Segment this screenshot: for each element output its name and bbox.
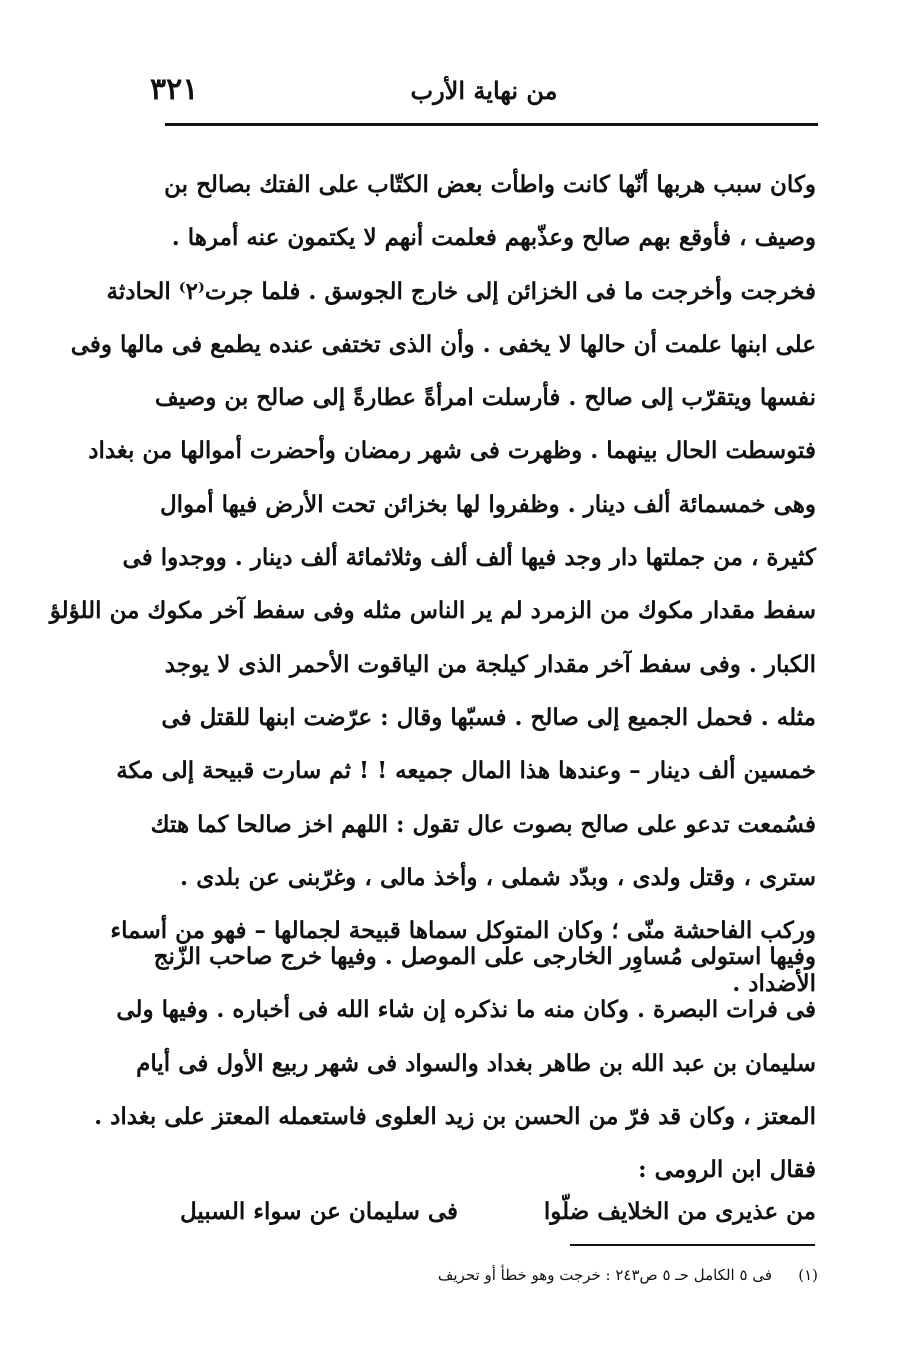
text-line: وكان سبب هربها أنّها كانت واطأت بعض الكتّاب على الفتك بصالح بن xyxy=(164,171,816,198)
text-line: سليمان بن عبد الله بن طاهر بغداد والسواد فى شهر ربيع الأول فى أيام xyxy=(136,1049,816,1077)
text-line: كثيرة ، من جملتها دار وجد فيها ألف ألف وثلاثمائة ألف دينار . ووجدوا فى xyxy=(122,544,816,572)
text-line: على ابنها علمت أن حالها لا يخفى . وأن الذى تختفى عنده يطمع فى مالها وفى xyxy=(70,330,816,358)
poem-verse xyxy=(180,1185,816,1238)
text-line: الكبار . وفى سفط آخر مقدار كيلجة من الياقوت الأحمر الذى لا يوجد xyxy=(164,650,816,678)
text-line: مثله . فحمل الجميع إلى صالح . فسبّها وقال : عرّضت ابنها للقتل فى xyxy=(161,703,816,731)
text-line: فخرجت وأخرجت ما فى الخزائن إلى خارج الجوسق . فلما جرت⁽٢⁾ الحادثة xyxy=(106,277,816,305)
text-line: فتوسطت الحال بينهما . وظهرت فى شهر رمضان وأحضرت أموالها من بغداد xyxy=(88,437,816,465)
running-title: من نهاية الأرب xyxy=(410,76,558,105)
header-rule xyxy=(165,123,818,126)
text-line: وركب الفاحشة منّى ؛ وكان المتوكل سماها قبيحة لجمالها – فهو من أسماء xyxy=(110,917,816,945)
text-line: وهى خمسمائة ألف دينار . وظفروا لها بخزائن تحت الأرض فيها أموال xyxy=(159,490,816,518)
footnote-marker: (١) xyxy=(798,1266,818,1284)
text-line: سترى ، وقتل ولدى ، وبدّد شملى ، وأخذ مالى ، وغرّبنى عن بلدى . xyxy=(180,863,816,891)
text-line: خمسين ألف دينار – وعندها هذا المال جميعه ! ! ثم سارت قبيحة إلى مكة xyxy=(116,757,816,785)
verse-second-hemistich: فى سليمان عن سواء السبيل xyxy=(180,1198,459,1225)
text-line: فى فرات البصرة . وكان منه ما نذكره إن شاء الله فى أخباره . وفيها ولى xyxy=(116,996,816,1024)
text-line: وصيف ، فأوقع بهم صالح وعذّبهم فعلمت أنهم لا يكتمون عنه أمرها . xyxy=(171,224,816,252)
footnote-rule xyxy=(570,1244,815,1246)
text-line: الأضداد . xyxy=(732,970,816,998)
text-line: سفط مقدار مكوك من الزمرد لم ير الناس مثله وفى سفط آخر مكوك من اللؤلؤ xyxy=(49,597,816,625)
text-line: وفيها استولى مُساوِر الخارجى على الموصل . وفيها خرج صاحب الزّنج xyxy=(153,943,816,970)
text-line: نفسها ويتقرّب إلى صالح . فأرسلت امرأةً عطارةً إلى صالح بن وصيف xyxy=(154,384,816,412)
text-line: المعتز ، وكان قد فرّ من الحسن بن زيد العلوى فاستعمله المعتز على بغداد . xyxy=(94,1102,816,1130)
verse-first-hemistich: من عذيرى من الخلايف ضلّوا xyxy=(543,1198,816,1225)
page-number: ٣٢١ xyxy=(150,72,199,107)
footnote-text: فى ٥ الكامل حـ ٥ ص٢٤٣ : خرجت وهو خطأ أو تحريف xyxy=(437,1266,772,1284)
text-line: فسُمعت تدعو على صالح بصوت عال تقول : اللهم اخز صالحا كما هتك xyxy=(150,810,816,838)
text-line: فقال ابن الرومى : xyxy=(638,1156,816,1184)
page-header xyxy=(150,72,818,112)
